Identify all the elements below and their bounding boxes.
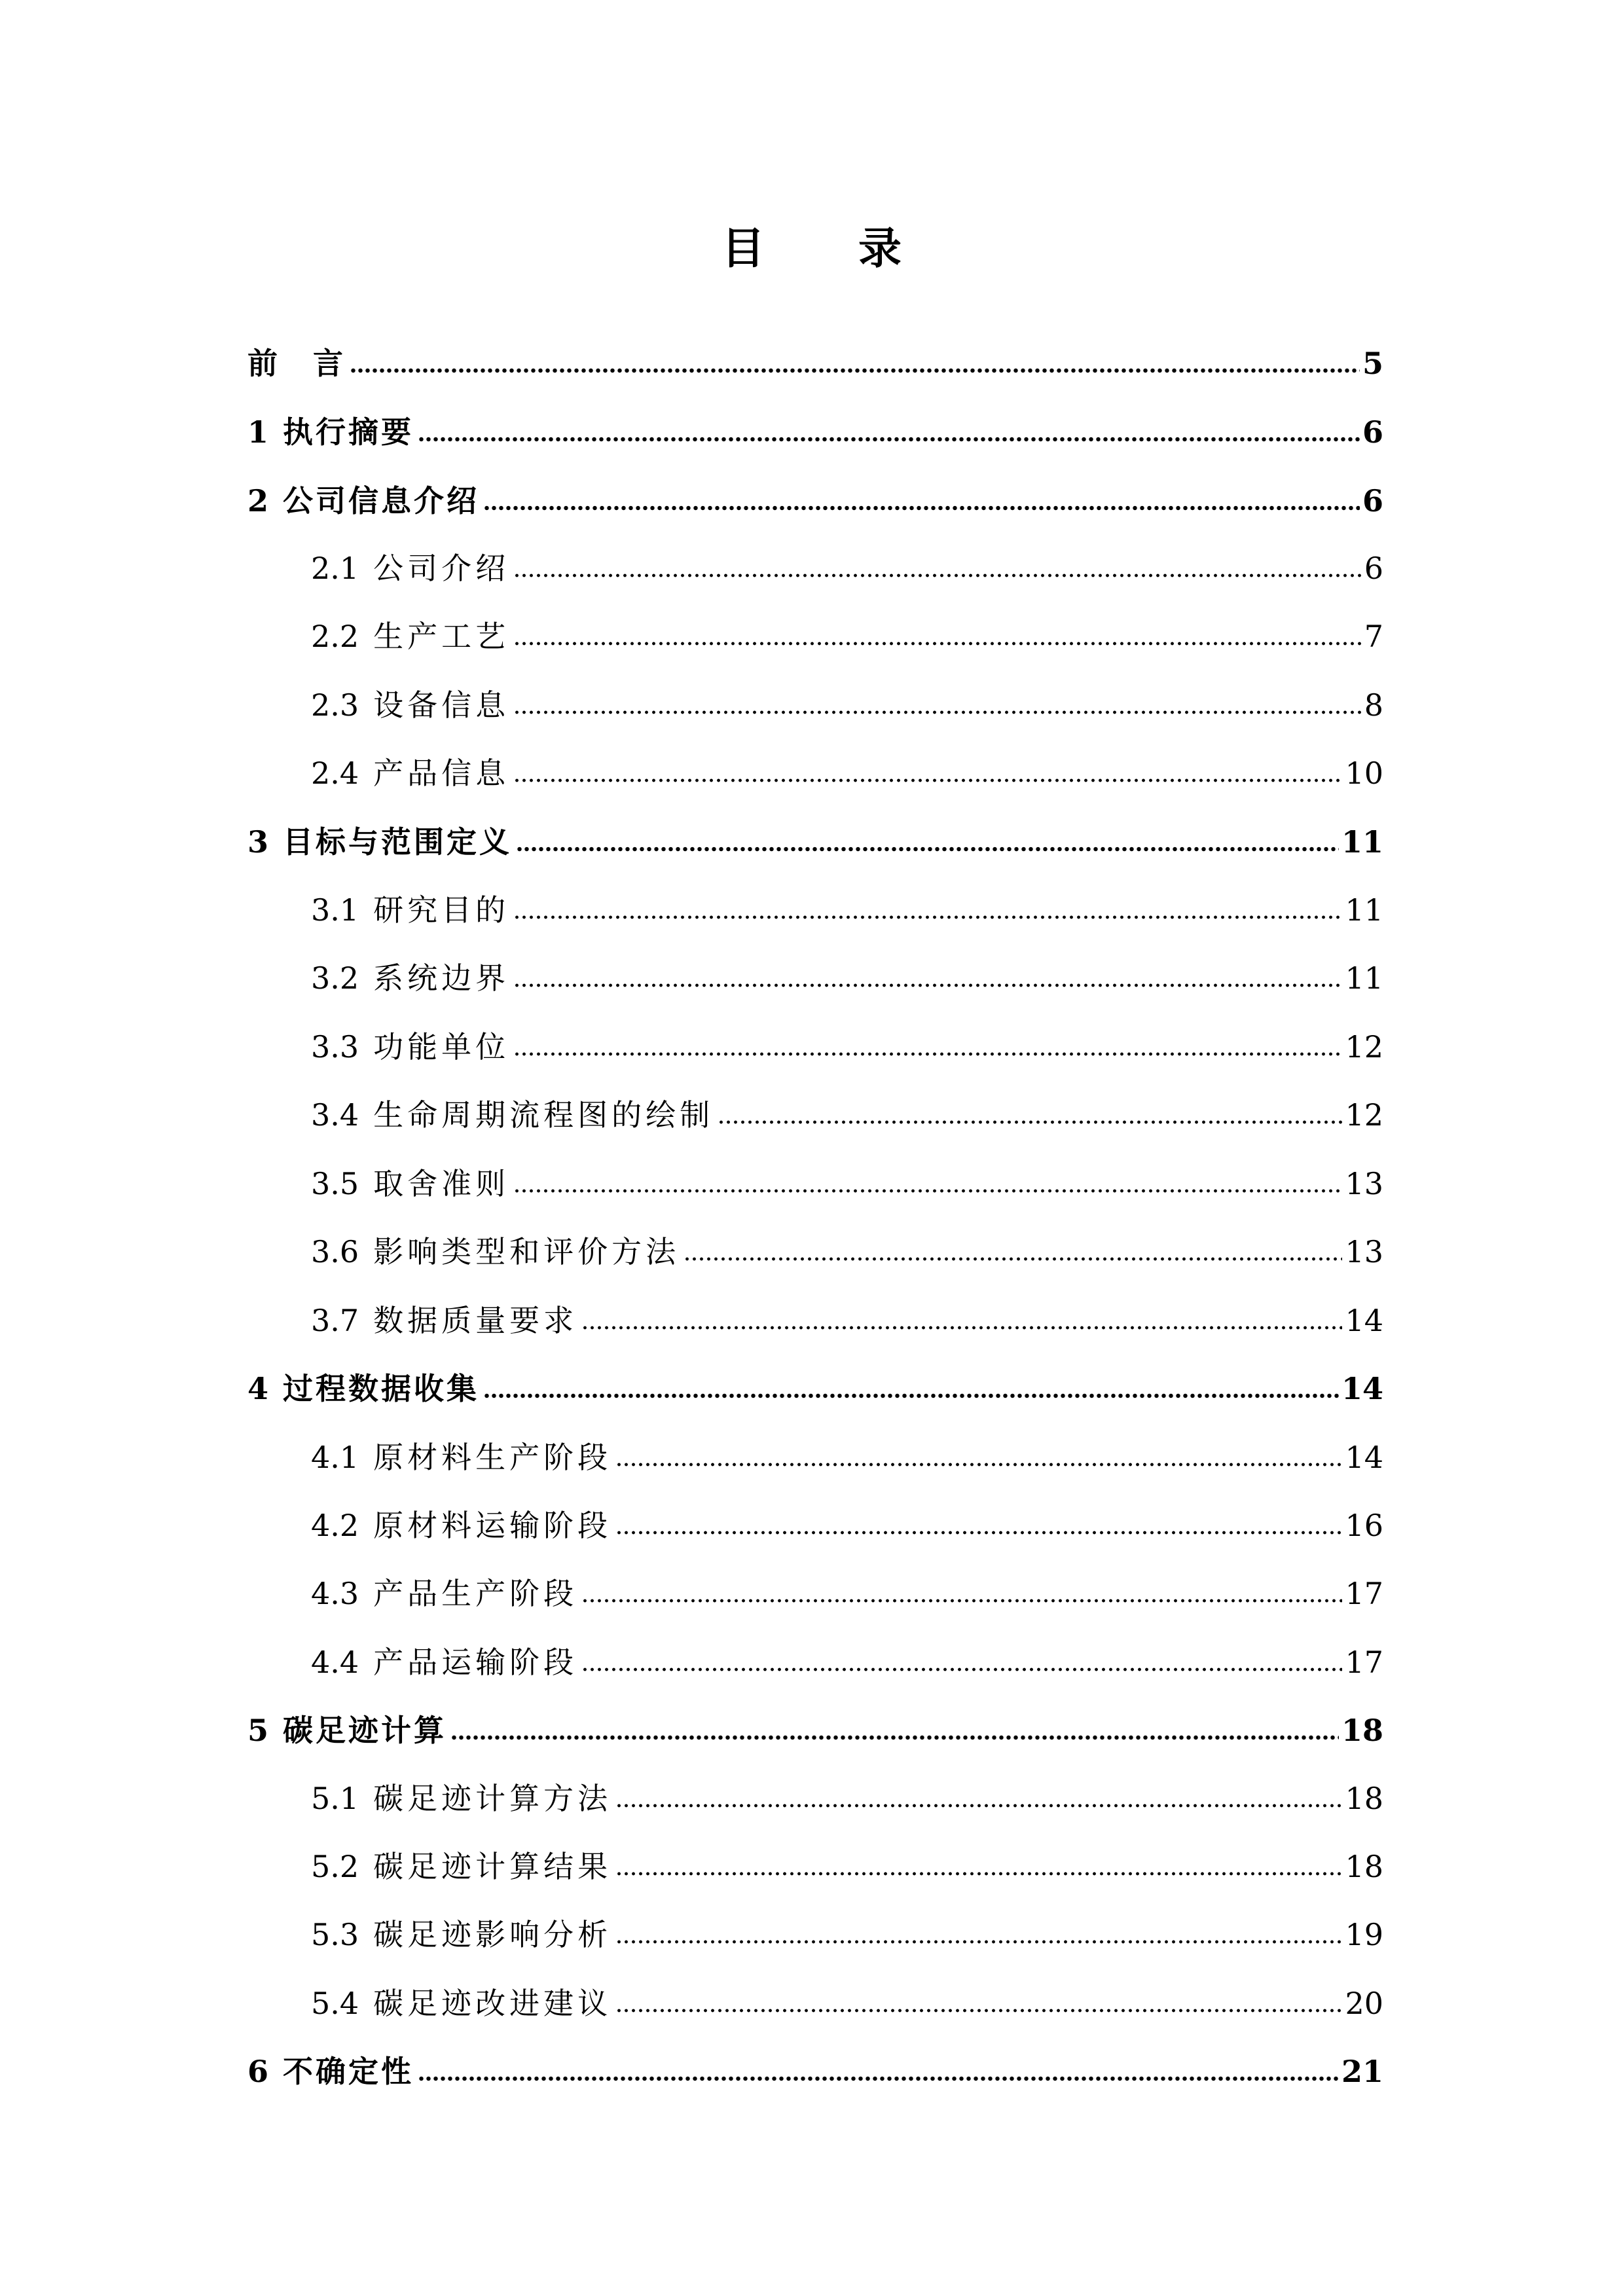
toc-entry-number: 5.4 xyxy=(311,1986,359,2021)
toc-entry-label: 过程数据收集 xyxy=(283,1371,480,1406)
toc-entry-number: 5.3 xyxy=(311,1917,359,1952)
toc-entry-page-number: 13 xyxy=(1345,1166,1383,1201)
toc-entry-label: 碳足迹影响分析 xyxy=(373,1917,612,1952)
toc-entry-number: 5.1 xyxy=(311,1781,359,1816)
toc-entry-page-number: 10 xyxy=(1345,756,1383,791)
toc-entry-label: 生产工艺 xyxy=(373,619,510,654)
toc-entry-page-number: 14 xyxy=(1345,1303,1383,1338)
toc-entry-section[interactable] xyxy=(311,536,1383,588)
toc-entry-chapter[interactable] xyxy=(247,331,1383,383)
toc-entry-number: 4 xyxy=(247,1371,269,1406)
toc-dot-leader xyxy=(581,1666,1342,1673)
toc-entry-number: 3.3 xyxy=(311,1029,359,1065)
toc-entry-label: 碳足迹计算结果 xyxy=(373,1849,612,1884)
toc-title: 目 录 xyxy=(721,223,941,274)
toc-entry-label: 公司信息介绍 xyxy=(283,483,480,519)
toc-entry-section[interactable] xyxy=(311,604,1383,656)
toc-entry-page-number: 11 xyxy=(1345,892,1383,928)
toc-entry-page-number: 13 xyxy=(1345,1234,1383,1269)
toc-entry-label: 原材料生产阶段 xyxy=(373,1440,612,1475)
toc-entry-chapter[interactable] xyxy=(247,1698,1383,1750)
toc-entry-section[interactable] xyxy=(311,672,1383,725)
toc-dot-leader xyxy=(718,1119,1342,1125)
toc-entry-section[interactable] xyxy=(311,877,1383,930)
toc-entry-page-number: 14 xyxy=(1341,1371,1383,1406)
toc-entry-number: 3 xyxy=(247,824,269,860)
toc-entry-page-number: 6 xyxy=(1364,551,1383,586)
toc-entry-number: 3.7 xyxy=(311,1303,359,1338)
toc-entry-page-number: 12 xyxy=(1345,1097,1383,1133)
toc-entry-section[interactable] xyxy=(311,1834,1383,1886)
toc-dot-leader xyxy=(615,1939,1342,1945)
toc-entry-section[interactable] xyxy=(311,1902,1383,1954)
toc-entry-section[interactable] xyxy=(311,1630,1383,1682)
toc-entry-page-number: 16 xyxy=(1345,1508,1383,1543)
toc-entry-label: 影响类型和评价方法 xyxy=(373,1234,680,1269)
toc-entry-number: 3.4 xyxy=(311,1097,359,1133)
toc-entry-label: 功能单位 xyxy=(373,1029,510,1065)
toc-entry-section[interactable] xyxy=(311,1082,1383,1135)
toc-entry-number: 4.4 xyxy=(311,1645,359,1680)
toc-entry-chapter[interactable] xyxy=(247,468,1383,520)
toc-entry-page-number: 21 xyxy=(1341,2054,1383,2089)
toc-entry-chapter[interactable] xyxy=(247,809,1383,862)
toc-entry-page-number: 18 xyxy=(1341,1713,1383,1748)
toc-entry-section[interactable] xyxy=(311,1288,1383,1340)
toc-entry-label: 数据质量要求 xyxy=(373,1303,578,1338)
toc-entry-page-number: 17 xyxy=(1345,1645,1383,1680)
toc-dot-leader xyxy=(513,914,1342,920)
toc-dot-leader xyxy=(513,709,1362,716)
toc-entry-number: 2.1 xyxy=(311,551,359,586)
toc-entry-number: 5.2 xyxy=(311,1849,359,1884)
toc-dot-leader xyxy=(516,846,1339,852)
toc-entry-section[interactable] xyxy=(311,1014,1383,1066)
toc-entry-label: 取舍准则 xyxy=(373,1166,510,1201)
toc-entry-number: 5 xyxy=(247,1713,269,1748)
toc-entry-label: 碳足迹改进建议 xyxy=(373,1986,612,2021)
toc-dot-leader xyxy=(513,572,1362,579)
toc-entry-number: 3.2 xyxy=(311,960,359,996)
toc-entry-chapter[interactable] xyxy=(247,399,1383,452)
toc-dot-leader xyxy=(581,1324,1342,1331)
toc-dot-leader xyxy=(513,1051,1342,1057)
toc-dot-leader xyxy=(615,1870,1342,1877)
toc-entry-number: 3.5 xyxy=(311,1166,359,1201)
toc-dot-leader xyxy=(513,982,1342,989)
toc-entry-page-number: 19 xyxy=(1345,1917,1383,1952)
toc-entry-number: 3.6 xyxy=(311,1234,359,1269)
toc-entry-label: 生命周期流程图的绘制 xyxy=(373,1097,714,1133)
toc-dot-leader xyxy=(615,1802,1342,1809)
toc-entry-page-number: 18 xyxy=(1345,1781,1383,1816)
toc-entry-number: 2 xyxy=(247,483,269,519)
toc-dot-leader xyxy=(615,1461,1342,1468)
toc-entry-page-number: 11 xyxy=(1341,824,1383,860)
toc-entry-page-number: 8 xyxy=(1364,687,1383,723)
toc-entry-label: 不确定性 xyxy=(283,2054,414,2089)
toc-dot-leader xyxy=(513,640,1362,647)
toc-entry-page-number: 12 xyxy=(1345,1029,1383,1065)
toc-entry-label: 设备信息 xyxy=(373,687,510,723)
toc-entry-label: 执行摘要 xyxy=(283,414,414,450)
toc-entry-page-number: 6 xyxy=(1362,483,1383,519)
toc-entry-chapter[interactable] xyxy=(247,2039,1383,2091)
toc-dot-leader xyxy=(350,367,1360,374)
toc-entry-number: 2.3 xyxy=(311,687,359,723)
toc-entry-page-number: 11 xyxy=(1345,960,1383,996)
toc-entry-section[interactable] xyxy=(311,1561,1383,1613)
toc-entry-page-number: 17 xyxy=(1345,1576,1383,1611)
toc-entry-section[interactable] xyxy=(311,1151,1383,1203)
toc-entry-page-number: 5 xyxy=(1362,346,1383,381)
toc-entry-label: 产品运输阶段 xyxy=(373,1645,578,1680)
toc-entry-label: 系统边界 xyxy=(373,960,510,996)
toc-entry-label: 碳足迹计算 xyxy=(283,1713,447,1748)
toc-entry-number: 1 xyxy=(247,414,269,450)
toc-entry-label: 研究目的 xyxy=(373,892,510,928)
toc-entry-label: 公司介绍 xyxy=(373,551,510,586)
toc-entry-number: 2.2 xyxy=(311,619,359,654)
toc-dot-leader xyxy=(615,2007,1342,2014)
toc-entry-number: 4.3 xyxy=(311,1576,359,1611)
toc-dot-leader xyxy=(513,777,1342,784)
toc-dot-leader xyxy=(684,1256,1342,1262)
toc-dot-leader xyxy=(615,1529,1342,1536)
toc-dot-leader xyxy=(483,1393,1339,1399)
toc-entry-label: 目标与范围定义 xyxy=(283,824,513,860)
toc-entry-label: 产品信息 xyxy=(373,756,510,791)
toc-dot-leader xyxy=(483,505,1360,511)
toc-dot-leader xyxy=(581,1597,1342,1604)
toc-entry-page-number: 18 xyxy=(1345,1849,1383,1884)
toc-entry-label: 产品生产阶段 xyxy=(373,1576,578,1611)
toc-entry-number: 3.1 xyxy=(311,892,359,928)
toc-dot-leader xyxy=(418,2075,1339,2082)
toc-entry-number: 4.2 xyxy=(311,1508,359,1543)
toc-dot-leader xyxy=(513,1188,1342,1194)
toc-entry-page-number: 14 xyxy=(1345,1440,1383,1475)
toc-entry-number: 4.1 xyxy=(311,1440,359,1475)
toc-entry-page-number: 7 xyxy=(1364,619,1383,654)
toc-entry-chapter[interactable] xyxy=(247,1356,1383,1408)
toc-entry-number: 6 xyxy=(247,2054,269,2089)
toc-entry-page-number: 20 xyxy=(1345,1986,1383,2021)
toc-entry-label: 前 言 xyxy=(247,346,346,381)
toc-dot-leader xyxy=(418,436,1360,443)
toc-entry-section[interactable] xyxy=(311,1971,1383,2023)
toc-dot-leader xyxy=(450,1734,1339,1741)
toc-entry-label: 碳足迹计算方法 xyxy=(373,1781,612,1816)
toc-entry-section[interactable] xyxy=(311,740,1383,793)
toc-entry-section[interactable] xyxy=(311,1766,1383,1818)
toc-entry-section[interactable] xyxy=(311,1493,1383,1545)
toc-entry-page-number: 6 xyxy=(1362,414,1383,450)
toc-entry-section[interactable] xyxy=(311,1219,1383,1271)
toc-entry-section[interactable] xyxy=(311,1425,1383,1477)
toc-entry-label: 原材料运输阶段 xyxy=(373,1508,612,1543)
toc-entry-number: 2.4 xyxy=(311,756,359,791)
toc-entry-section[interactable] xyxy=(311,945,1383,998)
